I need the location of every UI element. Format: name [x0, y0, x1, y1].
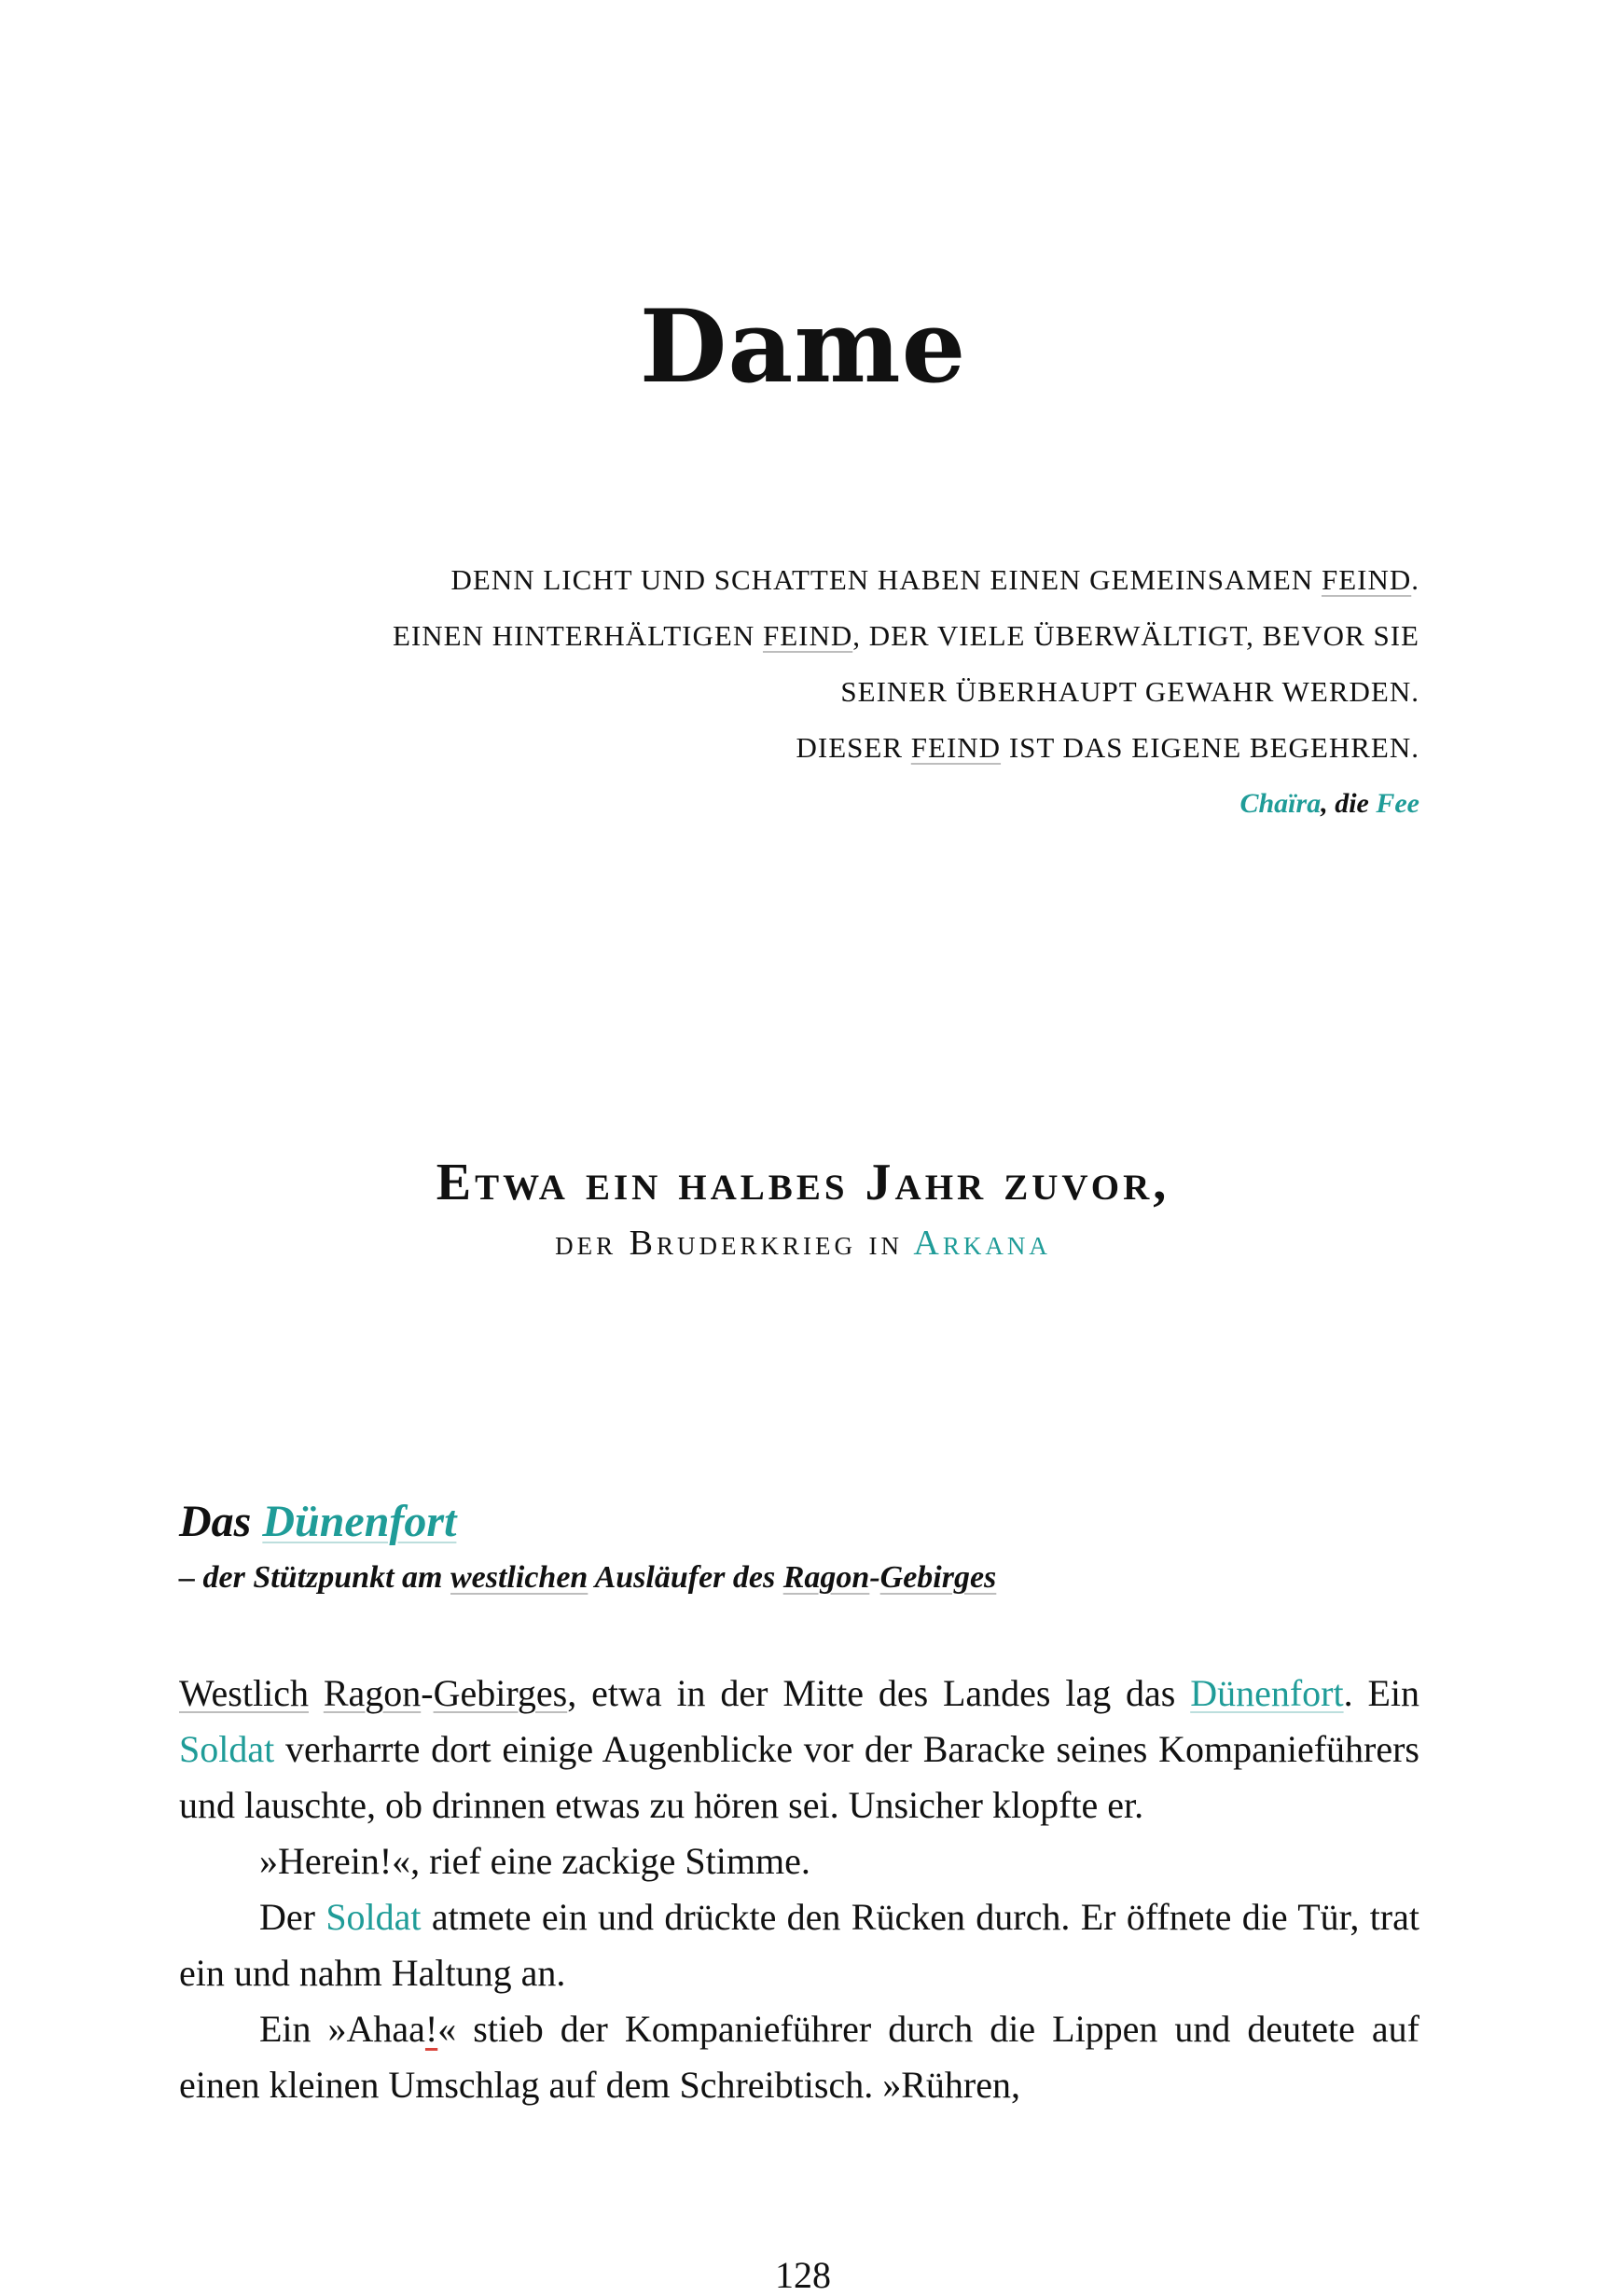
page-number: 128 — [775, 2254, 831, 2296]
body-text-run: atmete ein und drückte den Rücken durch. Er öffnete die Tür, trat ein und nahm Haltung an. — [179, 1896, 1419, 1994]
body-text-run: , etwa in der Mitte des Landes lag das — [567, 1672, 1191, 1714]
paragraph — [179, 1889, 1419, 2001]
epigraph-text: DIESER — [796, 731, 911, 764]
epigraph-attribution — [207, 776, 1419, 832]
epigraph-word: FEIND — [910, 731, 1002, 764]
body-text-run: verharrte dort einige Augenblicke vor der Baracke seines Kompanieführers und lauschte, ob drinnen etwas zu hören sei. Unsicher klopfte er. — [179, 1728, 1419, 1826]
body-text-run: Der — [259, 1896, 326, 1938]
epigraph-line: SEINER ÜBERHAUPT GEWAHR WERDEN. — [840, 675, 1419, 708]
body-text-run: - — [421, 1672, 434, 1714]
epigraph-text: DENN LICHT UND SCHATTEN HABEN EINEN GEMEINSAMEN — [450, 563, 1322, 596]
time-heading: Etwa ein halbes Jahr zuvor, — [436, 1154, 1170, 1211]
paragraph — [179, 1666, 1419, 1833]
place-name: Arkana — [913, 1224, 1051, 1263]
time-subheading — [0, 1225, 1606, 1261]
attribution-name: Chaïra — [1239, 788, 1322, 819]
body-word: Gebirges — [433, 1672, 568, 1714]
epigraph-text: , DER VIELE ÜBERWÄLTIGT, BEVOR SIE — [852, 619, 1419, 652]
epigraph-word: FEIND — [762, 619, 853, 652]
glossary-link[interactable]: Soldat — [325, 1896, 422, 1938]
section-sub-word: westlichen — [450, 1560, 588, 1595]
spellcheck-mark[interactable]: ! — [424, 2008, 438, 2050]
epigraph-text: EINEN HINTERHÄLTIGEN — [393, 619, 763, 652]
body-text-run: « stieb der Kompanieführer durch die Lippen und deutete auf einen kleinen Umschlag auf dem Schreibtisch. »Rühren, — [179, 2008, 1419, 2106]
epigraph-text: IST DAS EIGENE BEGEHREN. — [1001, 731, 1419, 764]
section-subtitle — [179, 1562, 996, 1594]
body-text-run: Ein »Ahaa — [259, 2008, 425, 2050]
place-link[interactable]: Dünenfort — [1190, 1672, 1344, 1714]
attribution-sep: , die — [1321, 788, 1377, 819]
epigraph-line — [207, 552, 1419, 608]
body-word: Ragon — [323, 1672, 422, 1714]
attribution-role: Fee — [1376, 788, 1419, 819]
chapter-title: Dame — [639, 288, 967, 406]
epigraph-text: . — [1411, 563, 1419, 596]
section-sub-word: Ragon — [782, 1560, 870, 1595]
section-sub-text: – der Stützpunkt am — [179, 1560, 450, 1595]
glossary-link[interactable]: Soldat — [179, 1728, 275, 1770]
epigraph-line — [207, 720, 1419, 776]
paragraph — [179, 2001, 1419, 2113]
section-title-text: Das — [179, 1497, 263, 1546]
body-word: Westlich — [179, 1672, 309, 1714]
time-sub-text: der Bruderkrieg in — [555, 1224, 914, 1263]
section-place-link[interactable]: Dünenfort — [262, 1497, 457, 1546]
epigraph-word: FEIND — [1321, 563, 1412, 596]
body-text — [179, 1666, 1419, 2113]
epigraph — [207, 552, 1419, 832]
section-sub-word: Gebirges — [879, 1560, 997, 1595]
section-title — [179, 1497, 457, 1546]
section-sub-text: Ausläufer des — [588, 1560, 783, 1595]
paragraph: »Herein!«, rief eine zackige Stimme. — [259, 1840, 810, 1882]
section-sub-text: - — [869, 1560, 880, 1595]
body-text-run — [309, 1672, 324, 1714]
epigraph-line — [207, 608, 1419, 664]
body-text-run: . Ein — [1343, 1672, 1419, 1714]
